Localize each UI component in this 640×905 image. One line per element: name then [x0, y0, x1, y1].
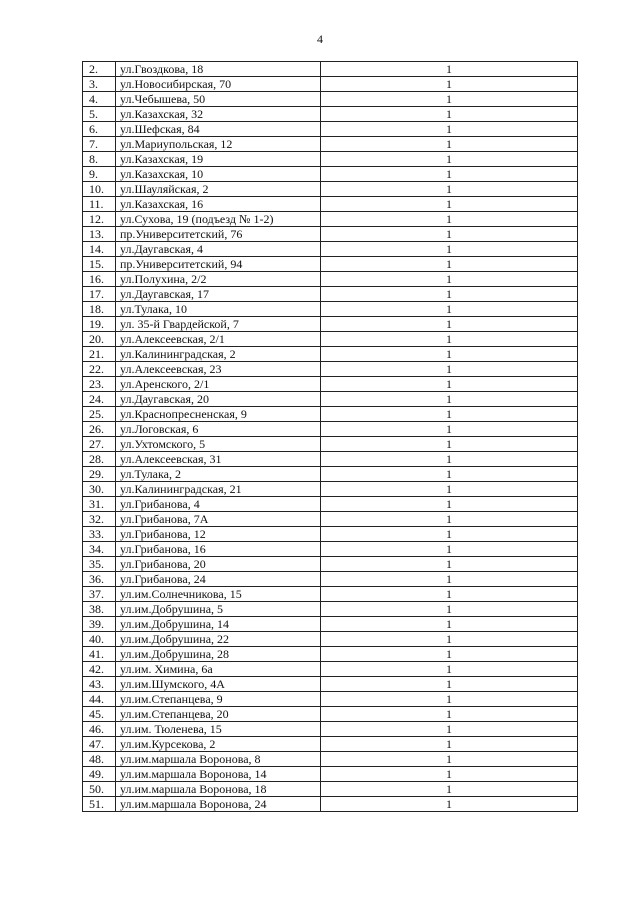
- address-cell: ул.им.Курсекова, 2: [116, 737, 321, 752]
- row-number-cell: 37.: [83, 587, 116, 602]
- count-cell: 1: [321, 497, 578, 512]
- table-row: [83, 617, 578, 632]
- row-number-cell: 20.: [83, 332, 116, 347]
- row-number-cell: 7.: [83, 137, 116, 152]
- address-cell: ул.Казахская, 10: [116, 167, 321, 182]
- address-cell: ул.Даугавская, 20: [116, 392, 321, 407]
- row-number-cell: 13.: [83, 227, 116, 242]
- table-row: [83, 662, 578, 677]
- table-row: [83, 467, 578, 482]
- address-cell: ул.Шауляйская, 2: [116, 182, 321, 197]
- table-row: [83, 362, 578, 377]
- count-cell: 1: [321, 422, 578, 437]
- table-row: [83, 497, 578, 512]
- address-cell: ул.Алексеевская, 23: [116, 362, 321, 377]
- count-cell: 1: [321, 452, 578, 467]
- address-cell: ул.им.Добрушина, 28: [116, 647, 321, 662]
- row-number-cell: 40.: [83, 632, 116, 647]
- table-row: [83, 332, 578, 347]
- count-cell: 1: [321, 77, 578, 92]
- count-cell: 1: [321, 227, 578, 242]
- address-cell: ул.им.маршала Воронова, 18: [116, 782, 321, 797]
- count-cell: 1: [321, 272, 578, 287]
- count-cell: 1: [321, 722, 578, 737]
- table-row: [83, 272, 578, 287]
- row-number-cell: 21.: [83, 347, 116, 362]
- row-number-cell: 24.: [83, 392, 116, 407]
- address-cell: ул.им. Химина, 6а: [116, 662, 321, 677]
- count-cell: 1: [321, 557, 578, 572]
- row-number-cell: 45.: [83, 707, 116, 722]
- table-row: [83, 137, 578, 152]
- row-number-cell: 38.: [83, 602, 116, 617]
- address-cell: ул.Грибанова, 16: [116, 542, 321, 557]
- row-number-cell: 4.: [83, 92, 116, 107]
- row-number-cell: 22.: [83, 362, 116, 377]
- count-cell: 1: [321, 137, 578, 152]
- address-cell: ул.Сухова, 19 (подъезд № 1-2): [116, 212, 321, 227]
- table-row: [83, 527, 578, 542]
- count-cell: 1: [321, 362, 578, 377]
- table-row: [83, 767, 578, 782]
- address-cell: ул.Алексеевская, 2/1: [116, 332, 321, 347]
- table-row: [83, 212, 578, 227]
- row-number-cell: 49.: [83, 767, 116, 782]
- address-cell: ул.Грибанова, 24: [116, 572, 321, 587]
- row-number-cell: 26.: [83, 422, 116, 437]
- table-row: [83, 227, 578, 242]
- table-row: [83, 182, 578, 197]
- table-row: [83, 242, 578, 257]
- row-number-cell: 41.: [83, 647, 116, 662]
- table-row: [83, 257, 578, 272]
- count-cell: 1: [321, 797, 578, 812]
- table-row: [83, 722, 578, 737]
- row-number-cell: 23.: [83, 377, 116, 392]
- table-row: [83, 572, 578, 587]
- count-cell: 1: [321, 242, 578, 257]
- address-cell: ул.им. Тюленева, 15: [116, 722, 321, 737]
- table-row: [83, 392, 578, 407]
- row-number-cell: 14.: [83, 242, 116, 257]
- address-cell: ул.им.Добрушина, 5: [116, 602, 321, 617]
- count-cell: 1: [321, 347, 578, 362]
- row-number-cell: 33.: [83, 527, 116, 542]
- table-row: [83, 347, 578, 362]
- count-cell: 1: [321, 602, 578, 617]
- address-cell: ул.им.маршала Воронова, 14: [116, 767, 321, 782]
- row-number-cell: 48.: [83, 752, 116, 767]
- table-row: [83, 422, 578, 437]
- table-row: [83, 647, 578, 662]
- count-cell: 1: [321, 107, 578, 122]
- table-row: [83, 587, 578, 602]
- address-cell: ул.Грибанова, 4: [116, 497, 321, 512]
- address-cell: пр.Университетский, 76: [116, 227, 321, 242]
- address-cell: ул.Шефская, 84: [116, 122, 321, 137]
- row-number-cell: 27.: [83, 437, 116, 452]
- address-cell: ул.Тулака, 2: [116, 467, 321, 482]
- address-cell: ул. 35-й Гвардейской, 7: [116, 317, 321, 332]
- table-row: [83, 317, 578, 332]
- count-cell: 1: [321, 167, 578, 182]
- count-cell: 1: [321, 737, 578, 752]
- address-cell: пр.Университетский, 94: [116, 257, 321, 272]
- row-number-cell: 50.: [83, 782, 116, 797]
- address-cell: ул.Казахская, 32: [116, 107, 321, 122]
- address-table: [82, 61, 578, 812]
- address-cell: ул.Новосибирская, 70: [116, 77, 321, 92]
- count-cell: 1: [321, 287, 578, 302]
- count-cell: 1: [321, 182, 578, 197]
- row-number-cell: 6.: [83, 122, 116, 137]
- row-number-cell: 28.: [83, 452, 116, 467]
- address-cell: ул.Краснопресненская, 9: [116, 407, 321, 422]
- address-cell: ул.Даугавская, 4: [116, 242, 321, 257]
- count-cell: 1: [321, 212, 578, 227]
- row-number-cell: 32.: [83, 512, 116, 527]
- table-row: [83, 752, 578, 767]
- address-cell: ул.им.Шумского, 4А: [116, 677, 321, 692]
- count-cell: 1: [321, 437, 578, 452]
- count-cell: 1: [321, 542, 578, 557]
- address-cell: ул.Грибанова, 20: [116, 557, 321, 572]
- address-cell: ул.Гвоздкова, 18: [116, 62, 321, 77]
- row-number-cell: 44.: [83, 692, 116, 707]
- row-number-cell: 35.: [83, 557, 116, 572]
- row-number-cell: 9.: [83, 167, 116, 182]
- table-row: [83, 437, 578, 452]
- address-cell: ул.им.Степанцева, 9: [116, 692, 321, 707]
- address-cell: ул.Калининградская, 2: [116, 347, 321, 362]
- address-table-body: [83, 62, 578, 812]
- row-number-cell: 29.: [83, 467, 116, 482]
- address-cell: ул.им.Добрушина, 14: [116, 617, 321, 632]
- count-cell: 1: [321, 197, 578, 212]
- address-cell: ул.Грибанова, 7А: [116, 512, 321, 527]
- row-number-cell: 31.: [83, 497, 116, 512]
- address-cell: ул.Логовская, 6: [116, 422, 321, 437]
- table-row: [83, 482, 578, 497]
- table-row: [83, 692, 578, 707]
- count-cell: 1: [321, 707, 578, 722]
- row-number-cell: 34.: [83, 542, 116, 557]
- address-cell: ул.им.маршала Воронова, 24: [116, 797, 321, 812]
- count-cell: 1: [321, 782, 578, 797]
- table-row: [83, 452, 578, 467]
- row-number-cell: 2.: [83, 62, 116, 77]
- table-row: [83, 557, 578, 572]
- address-cell: ул.Калининградская, 21: [116, 482, 321, 497]
- address-cell: ул.Ухтомского, 5: [116, 437, 321, 452]
- row-number-cell: 12.: [83, 212, 116, 227]
- table-row: [83, 602, 578, 617]
- count-cell: 1: [321, 632, 578, 647]
- count-cell: 1: [321, 332, 578, 347]
- row-number-cell: 47.: [83, 737, 116, 752]
- address-cell: ул.Грибанова, 12: [116, 527, 321, 542]
- row-number-cell: 39.: [83, 617, 116, 632]
- count-cell: 1: [321, 62, 578, 77]
- row-number-cell: 3.: [83, 77, 116, 92]
- table-row: [83, 737, 578, 752]
- count-cell: 1: [321, 512, 578, 527]
- count-cell: 1: [321, 692, 578, 707]
- row-number-cell: 5.: [83, 107, 116, 122]
- count-cell: 1: [321, 377, 578, 392]
- address-cell: ул.Полухина, 2/2: [116, 272, 321, 287]
- count-cell: 1: [321, 317, 578, 332]
- address-cell: ул.Казахская, 19: [116, 152, 321, 167]
- row-number-cell: 8.: [83, 152, 116, 167]
- address-cell: ул.Алексеевская, 31: [116, 452, 321, 467]
- row-number-cell: 18.: [83, 302, 116, 317]
- address-cell: ул.Аренского, 2/1: [116, 377, 321, 392]
- row-number-cell: 30.: [83, 482, 116, 497]
- count-cell: 1: [321, 392, 578, 407]
- count-cell: 1: [321, 92, 578, 107]
- table-row: [83, 512, 578, 527]
- row-number-cell: 17.: [83, 287, 116, 302]
- table-row: [83, 167, 578, 182]
- count-cell: 1: [321, 647, 578, 662]
- table-row: [83, 797, 578, 812]
- row-number-cell: 15.: [83, 257, 116, 272]
- row-number-cell: 19.: [83, 317, 116, 332]
- count-cell: 1: [321, 677, 578, 692]
- table-row: [83, 122, 578, 137]
- count-cell: 1: [321, 302, 578, 317]
- row-number-cell: 10.: [83, 182, 116, 197]
- table-row: [83, 677, 578, 692]
- table-row: [83, 197, 578, 212]
- table-row: [83, 707, 578, 722]
- count-cell: 1: [321, 407, 578, 422]
- count-cell: 1: [321, 257, 578, 272]
- count-cell: 1: [321, 662, 578, 677]
- address-cell: ул.Мариупольская, 12: [116, 137, 321, 152]
- table-row: [83, 632, 578, 647]
- count-cell: 1: [321, 482, 578, 497]
- row-number-cell: 42.: [83, 662, 116, 677]
- address-cell: ул.им.Степанцева, 20: [116, 707, 321, 722]
- address-cell: ул.им.Солнечникова, 15: [116, 587, 321, 602]
- table-row: [83, 92, 578, 107]
- count-cell: 1: [321, 767, 578, 782]
- row-number-cell: 51.: [83, 797, 116, 812]
- address-cell: ул.Тулака, 10: [116, 302, 321, 317]
- address-cell: ул.им.Добрушина, 22: [116, 632, 321, 647]
- row-number-cell: 16.: [83, 272, 116, 287]
- address-cell: ул.Даугавская, 17: [116, 287, 321, 302]
- count-cell: 1: [321, 527, 578, 542]
- table-row: [83, 107, 578, 122]
- address-cell: ул.Чебышева, 50: [116, 92, 321, 107]
- row-number-cell: 25.: [83, 407, 116, 422]
- table-row: [83, 62, 578, 77]
- row-number-cell: 36.: [83, 572, 116, 587]
- count-cell: 1: [321, 152, 578, 167]
- table-row: [83, 152, 578, 167]
- count-cell: 1: [321, 572, 578, 587]
- count-cell: 1: [321, 122, 578, 137]
- table-row: [83, 77, 578, 92]
- count-cell: 1: [321, 467, 578, 482]
- row-number-cell: 11.: [83, 197, 116, 212]
- count-cell: 1: [321, 752, 578, 767]
- row-number-cell: 43.: [83, 677, 116, 692]
- table-row: [83, 542, 578, 557]
- address-cell: ул.им.маршала Воронова, 8: [116, 752, 321, 767]
- table-row: [83, 407, 578, 422]
- count-cell: 1: [321, 587, 578, 602]
- row-number-cell: 46.: [83, 722, 116, 737]
- page-number: 4: [317, 32, 323, 46]
- address-cell: ул.Казахская, 16: [116, 197, 321, 212]
- count-cell: 1: [321, 617, 578, 632]
- table-row: [83, 782, 578, 797]
- table-row: [83, 377, 578, 392]
- table-row: [83, 302, 578, 317]
- table-row: [83, 287, 578, 302]
